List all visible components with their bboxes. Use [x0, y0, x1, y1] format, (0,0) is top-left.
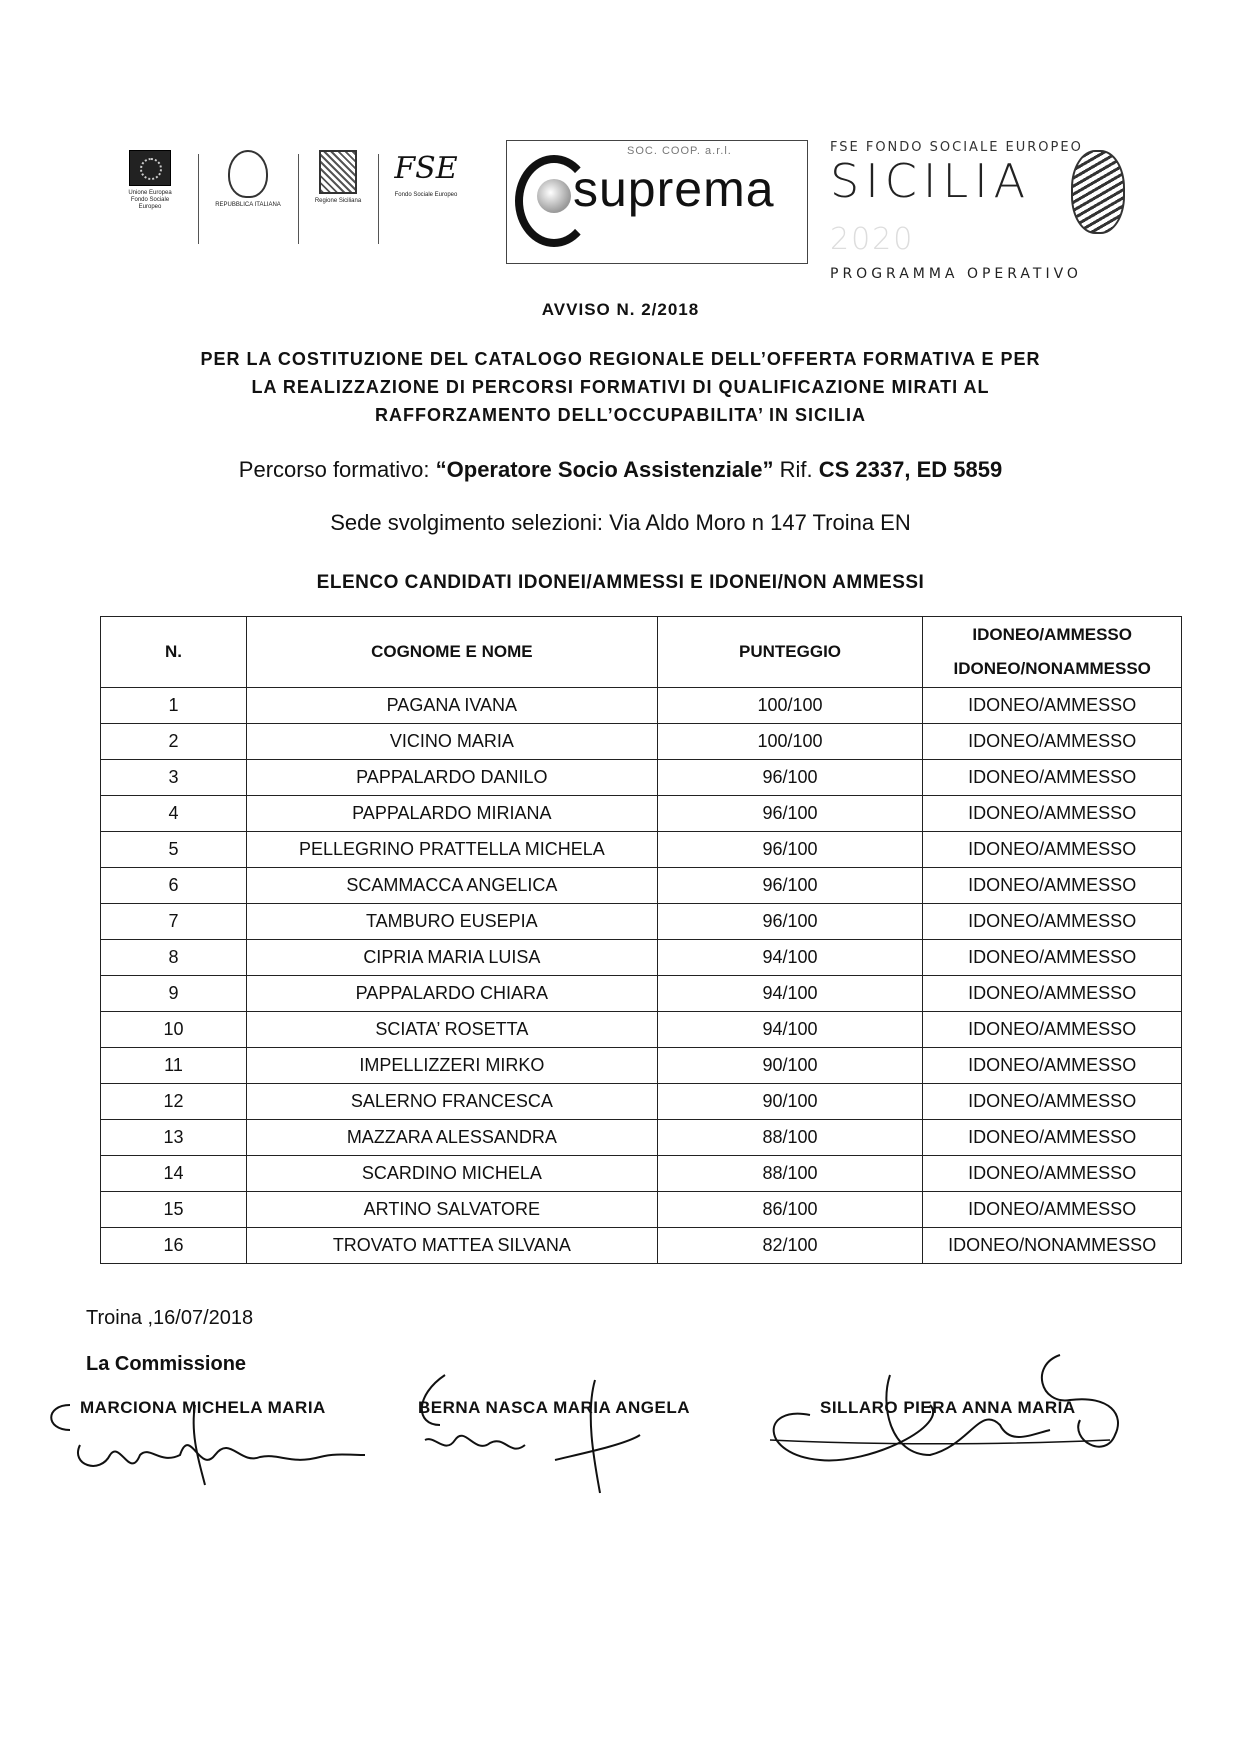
cell-name: TROVATO MATTEA SILVANA [247, 1228, 658, 1264]
cell-number: 16 [101, 1228, 247, 1264]
commission-member-1: MARCIONA MICHELA MARIA [80, 1398, 326, 1417]
table-row [101, 1228, 1182, 1264]
cell-number: 15 [101, 1192, 247, 1228]
table-row [101, 976, 1182, 1012]
table-row [101, 1156, 1182, 1192]
table-row [101, 1048, 1182, 1084]
header-score: PUNTEGGIO [657, 617, 923, 688]
percorso-line [0, 457, 1241, 483]
cell-status: IDONEO/AMMESSO [923, 1192, 1182, 1228]
cell-name: MAZZARA ALESSANDRA [247, 1120, 658, 1156]
sicilia-year: 2020 [830, 222, 915, 257]
percorso-label: Percorso formativo: [238, 457, 436, 482]
cell-score: 90/100 [657, 1084, 923, 1120]
cell-score: 96/100 [657, 760, 923, 796]
cell-name: ARTINO SALVATORE [247, 1192, 658, 1228]
cell-name: VICINO MARIA [247, 724, 658, 760]
table-row [101, 1192, 1182, 1228]
header-name: COGNOME E NOME [247, 617, 658, 688]
suprema-small-text: SOC. COOP. a.r.l. [627, 145, 732, 157]
percorso-rif-label: Rif. [773, 457, 819, 482]
cell-status: IDONEO/AMMESSO [923, 868, 1182, 904]
italy-logo [208, 150, 288, 209]
commission-title: La Commissione [86, 1353, 247, 1375]
elenco-title: ELENCO CANDIDATI IDONEI/AMMESSI E IDONEI/NON AMMESSI [316, 572, 925, 593]
table-row [101, 904, 1182, 940]
sicilia-line1: FSE FONDO SOCIALE EUROPEO [830, 140, 1083, 155]
cell-score: 96/100 [657, 904, 923, 940]
header-number: N. [101, 617, 247, 688]
table-row [101, 688, 1182, 724]
suprema-name: suprema [573, 161, 775, 217]
sicilia-name: SICILIA [830, 154, 1032, 208]
cell-number: 14 [101, 1156, 247, 1192]
table-row [101, 832, 1182, 868]
cell-status: IDONEO/AMMESSO [923, 1120, 1182, 1156]
cell-score: 94/100 [657, 1012, 923, 1048]
table-header-row [101, 617, 1182, 688]
cell-status: IDONEO/AMMESSO [923, 1012, 1182, 1048]
table-row [101, 796, 1182, 832]
cell-number: 9 [101, 976, 247, 1012]
cell-number: 10 [101, 1012, 247, 1048]
cell-number: 2 [101, 724, 247, 760]
cell-score: 100/100 [657, 724, 923, 760]
eu-logo [120, 150, 180, 211]
suprema-globe-icon [537, 179, 571, 213]
divider [378, 154, 379, 244]
italy-caption: REPUBBLICA ITALIANA [215, 202, 281, 208]
signature-2 [395, 1365, 695, 1495]
header-status-line1: IDONEO/AMMESSO [972, 625, 1132, 644]
cell-score: 88/100 [657, 1156, 923, 1192]
purpose-line-3: RAFFORZAMENTO DELL’OCCUPABILITA’ IN SICILIA [375, 405, 866, 425]
table-row [101, 724, 1182, 760]
avviso-title: AVVISO N. 2/2018 [541, 300, 700, 319]
cell-status: IDONEO/AMMESSO [923, 1084, 1182, 1120]
cell-status: IDONEO/AMMESSO [923, 724, 1182, 760]
cell-number: 11 [101, 1048, 247, 1084]
cell-score: 100/100 [657, 688, 923, 724]
table-row [101, 868, 1182, 904]
suprema-logo [506, 140, 808, 264]
cell-score: 82/100 [657, 1228, 923, 1264]
place-date: Troina ,16/07/2018 [86, 1307, 254, 1329]
cell-name: CIPRIA MARIA LUISA [247, 940, 658, 976]
cell-status: IDONEO/AMMESSO [923, 1048, 1182, 1084]
header-logos [120, 140, 1120, 282]
fse-logo [386, 150, 466, 199]
commission-member-3: SILLARO PIERA ANNA MARIA [820, 1398, 1076, 1417]
cell-score: 96/100 [657, 832, 923, 868]
cell-score: 94/100 [657, 976, 923, 1012]
table-row [101, 1084, 1182, 1120]
purpose-line-2: LA REALIZZAZIONE DI PERCORSI FORMATIVI DI QUALIFICAZIONE MIRATI AL [251, 377, 990, 397]
trinacria-icon [1071, 150, 1125, 234]
percorso-name: “Operatore Socio Assistenziale” [435, 457, 774, 482]
cell-name: PELLEGRINO PRATTELLA MICHELA [247, 832, 658, 868]
cell-name: PAGANA IVANA [247, 688, 658, 724]
table-row [101, 940, 1182, 976]
cell-name: SALERNO FRANCESCA [247, 1084, 658, 1120]
divider [198, 154, 199, 244]
cell-status: IDONEO/AMMESSO [923, 1156, 1182, 1192]
avviso-purpose [0, 345, 1241, 429]
regione-caption: Regione Siciliana [314, 198, 362, 204]
italian-emblem-icon [228, 150, 268, 198]
commission-member-2: BERNA NASCA MARIA ANGELA [418, 1398, 691, 1417]
cell-status: IDONEO/AMMESSO [923, 904, 1182, 940]
eu-caption-2: Fondo Sociale Europeo [130, 197, 170, 210]
purpose-line-1: PER LA COSTITUZIONE DEL CATALOGO REGIONALE DELL’OFFERTA FORMATIVA E PER [200, 349, 1041, 369]
cell-number: 12 [101, 1084, 247, 1120]
signature-3 [750, 1345, 1130, 1495]
cell-score: 88/100 [657, 1120, 923, 1156]
table-row [101, 1012, 1182, 1048]
regione-logo [306, 150, 370, 205]
cell-number: 3 [101, 760, 247, 796]
cell-status: IDONEO/AMMESSO [923, 760, 1182, 796]
cell-name: SCIATA’ ROSETTA [247, 1012, 658, 1048]
divider [298, 154, 299, 244]
header-status-line2: IDONEO/NONAMMESSO [953, 659, 1151, 678]
cell-score: 86/100 [657, 1192, 923, 1228]
cell-number: 1 [101, 688, 247, 724]
cell-number: 4 [101, 796, 247, 832]
percorso-rif: CS 2337, ED 5859 [818, 457, 1003, 482]
cell-status: IDONEO/AMMESSO [923, 688, 1182, 724]
cell-number: 8 [101, 940, 247, 976]
cell-score: 96/100 [657, 868, 923, 904]
cell-number: 5 [101, 832, 247, 868]
cell-number: 13 [101, 1120, 247, 1156]
cell-name: PAPPALARDO MIRIANA [247, 796, 658, 832]
cell-status: IDONEO/AMMESSO [923, 940, 1182, 976]
cell-name: SCARDINO MICHELA [247, 1156, 658, 1192]
cell-status: IDONEO/NONAMMESSO [923, 1228, 1182, 1264]
cell-name: IMPELLIZZERI MIRKO [247, 1048, 658, 1084]
signature-1 [40, 1385, 370, 1495]
eu-caption-1: Unione Europea [128, 190, 172, 196]
cell-name: PAPPALARDO CHIARA [247, 976, 658, 1012]
sicilia-line3: PROGRAMMA OPERATIVO [830, 266, 1082, 282]
cell-name: PAPPALARDO DANILO [247, 760, 658, 796]
eu-flag-icon [129, 150, 171, 186]
fse-mark-icon: FSE [394, 151, 458, 186]
cell-score: 96/100 [657, 796, 923, 832]
fse-caption: Fondo Sociale Europeo [394, 192, 458, 198]
cell-number: 7 [101, 904, 247, 940]
cell-score: 94/100 [657, 940, 923, 976]
table-row [101, 760, 1182, 796]
table-row [101, 1120, 1182, 1156]
cell-status: IDONEO/AMMESSO [923, 796, 1182, 832]
sicilia-po-logo [830, 140, 1120, 282]
cell-score: 90/100 [657, 1048, 923, 1084]
cell-name: TAMBURO EUSEPIA [247, 904, 658, 940]
cell-status: IDONEO/AMMESSO [923, 832, 1182, 868]
cell-status: IDONEO/AMMESSO [923, 976, 1182, 1012]
cell-number: 6 [101, 868, 247, 904]
sede-line: Sede svolgimento selezioni: Via Aldo Moro n 147 Troina EN [330, 510, 911, 535]
candidates-table [100, 616, 1182, 1264]
regione-siciliana-icon [319, 150, 357, 194]
header-status [923, 617, 1182, 688]
cell-name: SCAMMACCA ANGELICA [247, 868, 658, 904]
